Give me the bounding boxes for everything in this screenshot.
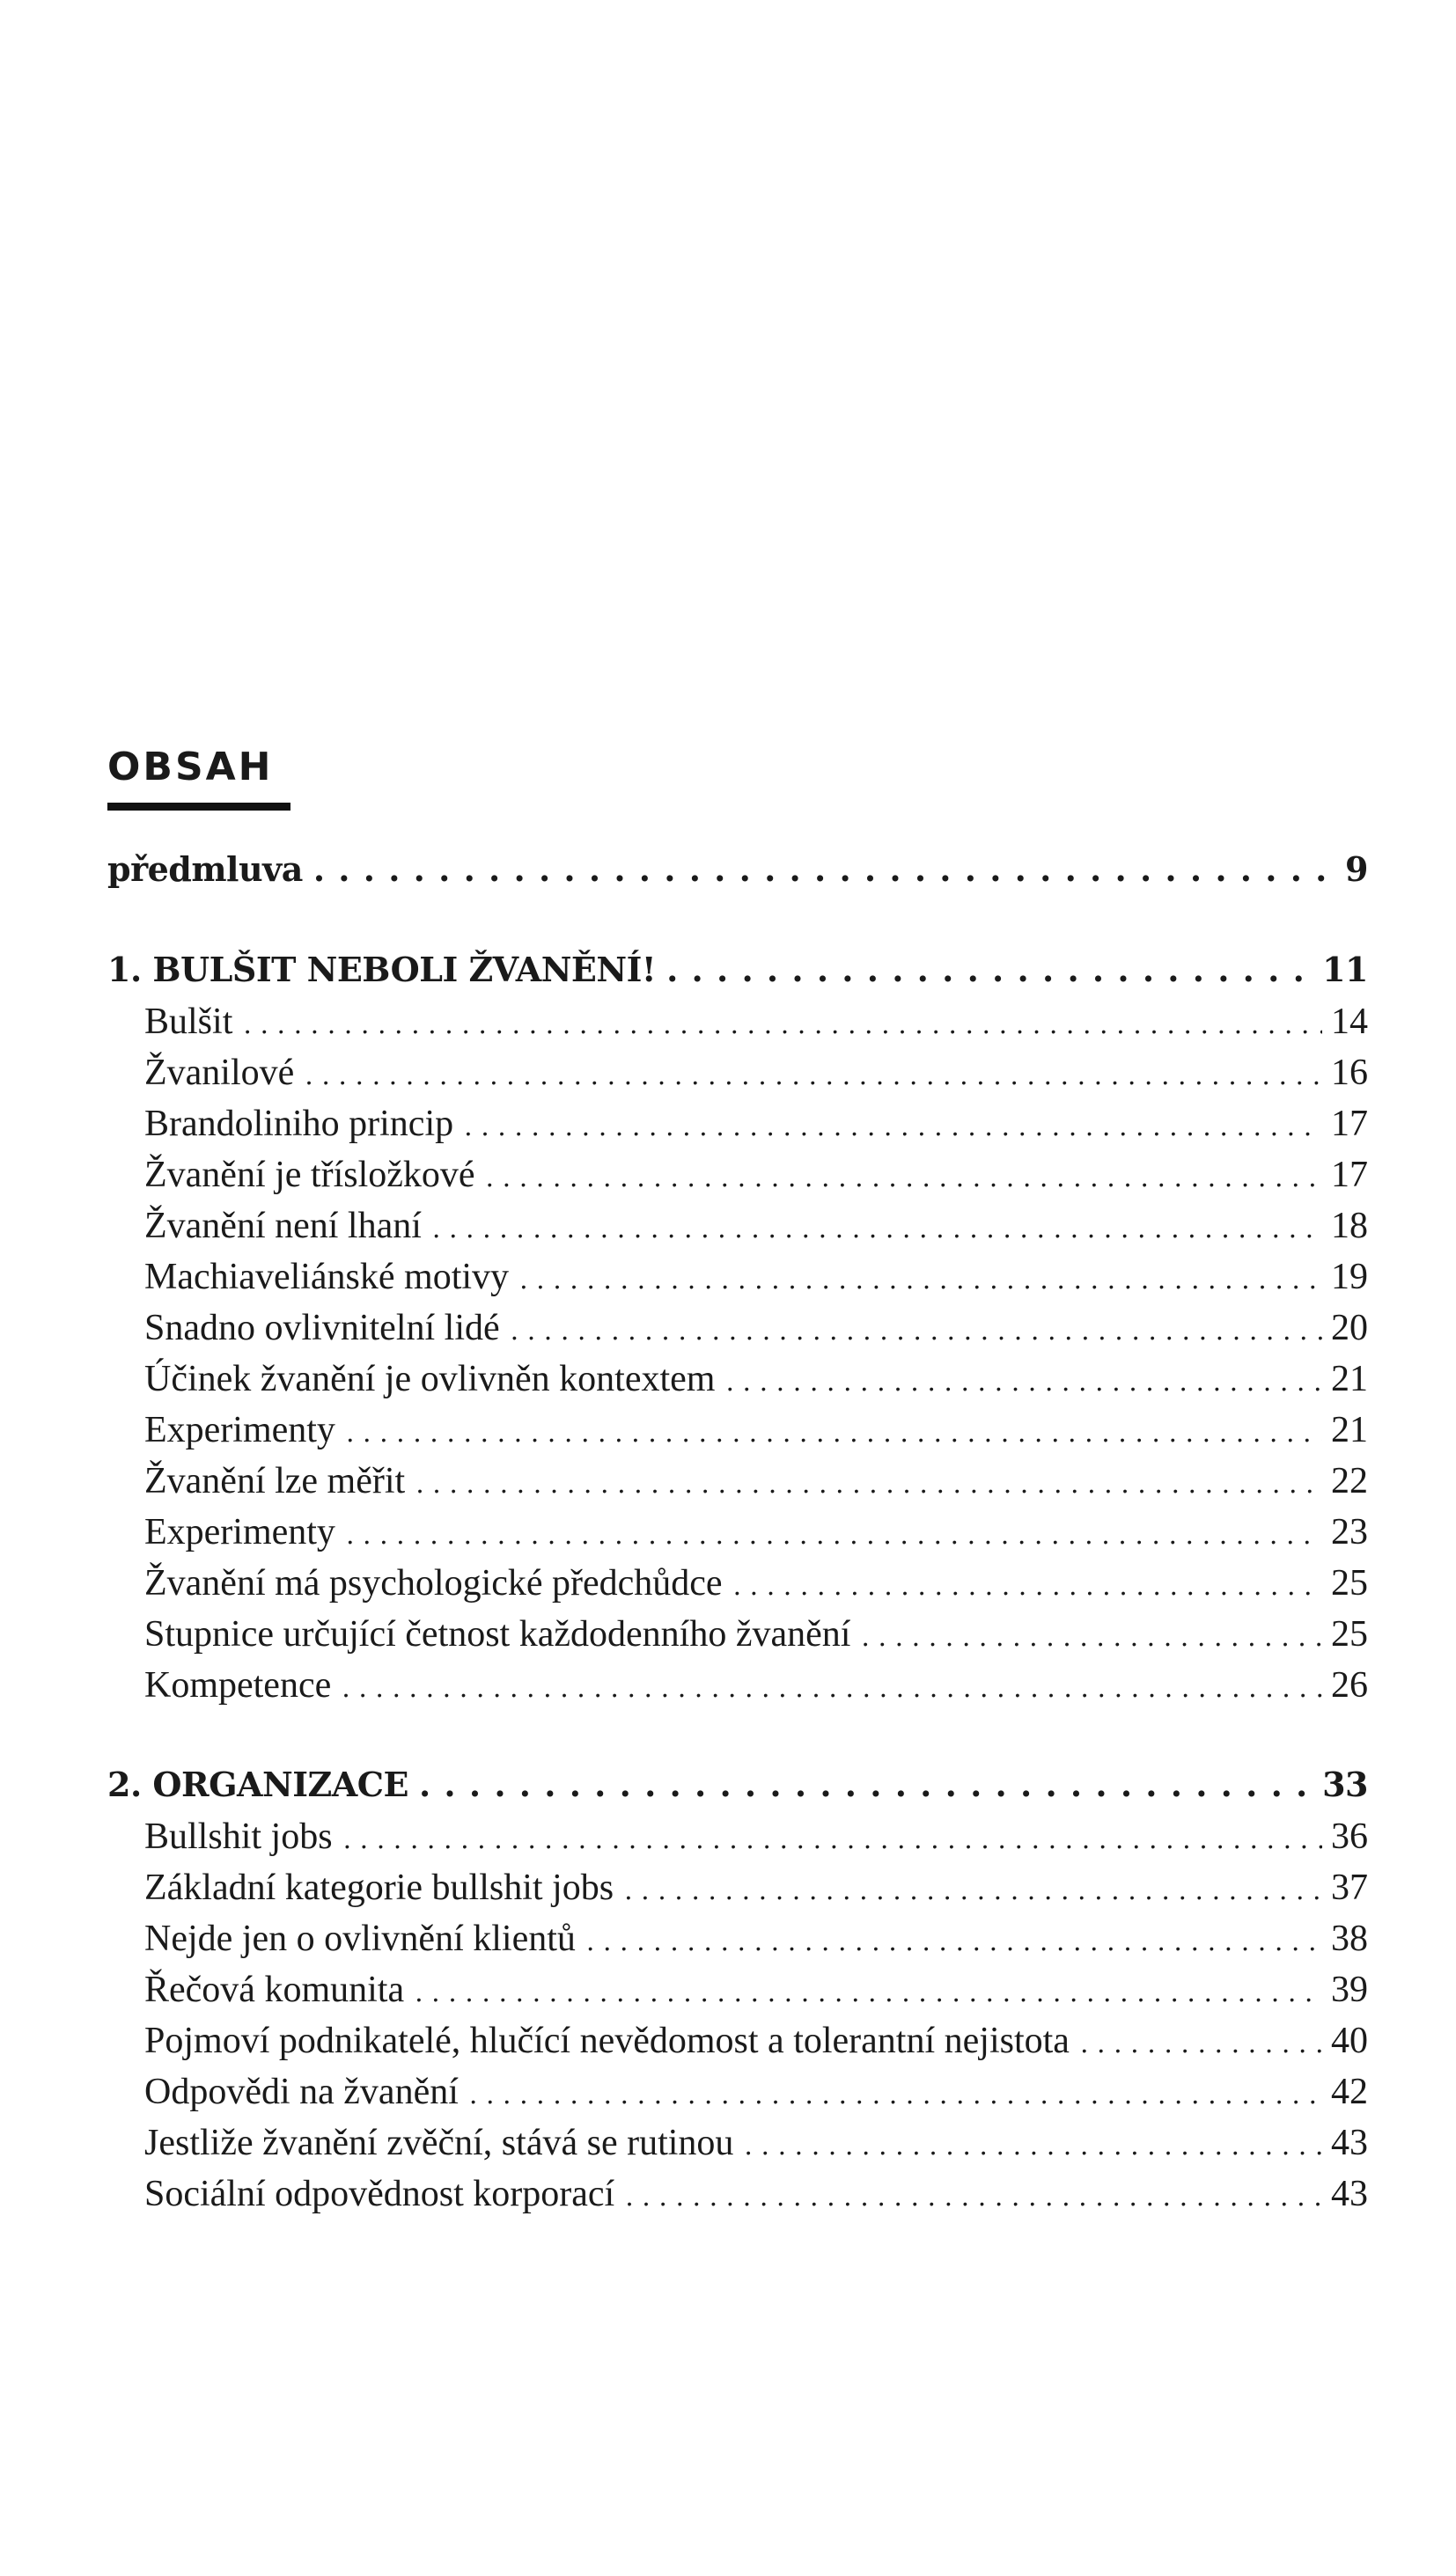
toc-entry[interactable] [107,1409,1368,1460]
heading-underline [107,803,290,811]
dot-leader [243,1009,1322,1040]
dot-leader [419,1765,1313,1804]
dot-leader [744,2131,1322,2161]
dot-leader [346,1418,1322,1449]
toc-entry-label: Bullshit jobs [144,1816,333,1857]
toc-entry-page: 21 [1331,1410,1368,1450]
toc-entry-page: 9 [1345,849,1368,889]
dot-leader [586,1926,1322,1957]
toc-entry[interactable] [107,1052,1368,1103]
dot-leader [469,2080,1322,2110]
dot-leader [625,2182,1322,2213]
toc-entry[interactable] [107,1103,1368,1154]
toc-chapter-label: 2. ORGANIZACE [107,1765,408,1804]
toc-entry-label: Žvanilové [144,1053,295,1093]
spacer [107,900,1368,950]
dot-leader [305,1060,1322,1091]
toc-entry-label: Machiaveliánské motivy [144,1257,510,1297]
toc-entry-page: 38 [1331,1919,1368,1959]
toc-entry[interactable] [107,1511,1368,1562]
toc-entry[interactable] [107,1001,1368,1052]
toc-entry-page: 22 [1331,1461,1368,1501]
toc-entry[interactable] [107,1867,1368,1918]
toc-entry-label: Experimenty [144,1410,335,1450]
toc-entry-page: 39 [1331,1970,1368,2010]
dot-leader [519,1265,1322,1295]
toc-entry-label: Žvanění je třísložkové [144,1155,475,1195]
toc-entry-page: 17 [1331,1155,1368,1195]
toc-entry[interactable] [107,2071,1368,2122]
toc-entry[interactable] [107,1969,1368,2020]
toc-chapter-2[interactable] [107,1765,1368,1816]
toc-entry-label: Odpovědi na žvanění [144,2072,459,2112]
dot-leader [415,1978,1322,2008]
dot-leader [415,1469,1322,1500]
toc-entry-page: 40 [1331,2021,1368,2061]
toc-entry-preface[interactable] [107,849,1368,900]
dot-leader [342,1673,1322,1704]
toc-entry[interactable] [107,1562,1368,1613]
toc-entry[interactable] [107,1256,1368,1307]
toc-entry[interactable] [107,1307,1368,1358]
toc-entry-label: Řečová komunita [144,1970,405,2010]
dot-leader [313,849,1336,889]
toc-entry[interactable] [107,1358,1368,1409]
toc-entry-page: 18 [1331,1206,1368,1246]
toc-entry-label: Žvanění není lhaní [144,1206,422,1246]
dot-leader [343,1824,1322,1855]
toc-entry[interactable] [107,2020,1368,2071]
toc-heading: OBSAH [107,745,274,789]
toc-entry-page: 36 [1331,1816,1368,1857]
toc-entry-label: Sociální odpovědnost korporací [144,2174,615,2214]
toc-entry-label: Brandoliniho princip [144,1104,454,1144]
toc-entry-page: 42 [1331,2072,1368,2112]
toc-entry-label: Žvanění má psychologické předchůdce [144,1563,723,1604]
toc-entry-page: 43 [1331,2123,1368,2163]
toc-entry-page: 21 [1331,1359,1368,1399]
toc-entry-page: 43 [1331,2174,1368,2214]
dot-leader [725,1367,1322,1398]
toc-chapter-page: 11 [1322,950,1368,989]
toc-entry[interactable] [107,2173,1368,2224]
toc-entry-label: Stupnice určující četnost každodenního žvanění [144,1614,851,1655]
dot-leader [346,1520,1322,1551]
toc-entry-label: předmluva [107,849,303,889]
toc-entry[interactable] [107,1613,1368,1664]
toc-entry-page: 23 [1331,1512,1368,1552]
toc-entry-label: Snadno ovlivnitelní lidé [144,1308,500,1348]
toc-entry-label: Kompetence [144,1665,332,1706]
toc-entry-label: Pojmoví podnikatelé, hlučící nevědomost a tolerantní nejistota [144,2021,1070,2061]
toc-entry[interactable] [107,1918,1368,1969]
toc-entry-label: Bulšit [144,1002,233,1042]
toc-entry[interactable] [107,1460,1368,1511]
toc-entry[interactable] [107,1664,1368,1715]
toc-entry[interactable] [107,1154,1368,1205]
dot-leader [624,1875,1322,1906]
toc-entry-page: 20 [1331,1308,1368,1348]
table-of-contents [107,849,1368,2224]
toc-entry-page: 37 [1331,1868,1368,1908]
toc-chapter-label: 1. BULŠIT NEBOLI ŽVANĚNÍ! [107,950,657,989]
toc-entry-page: 19 [1331,1257,1368,1297]
toc-entry[interactable] [107,1205,1368,1256]
spacer [107,1715,1368,1765]
toc-entry[interactable] [107,1816,1368,1867]
toc-entry-label: Experimenty [144,1512,335,1552]
toc-entry-page: 16 [1331,1053,1368,1093]
toc-entry-label: Nejde jen o ovlivnění klientů [144,1919,576,1959]
toc-entry-label: Žvanění lze měřit [144,1461,406,1501]
toc-entry-page: 26 [1331,1665,1368,1706]
dot-leader [861,1622,1322,1653]
dot-leader [511,1316,1322,1347]
dot-leader [1080,2029,1322,2059]
toc-entry-label: Základní kategorie bullshit jobs [144,1868,614,1908]
toc-entry-page: 17 [1331,1104,1368,1144]
toc-entry-page: 25 [1331,1614,1368,1655]
dot-leader [486,1163,1322,1193]
toc-entry-label: Jestliže žvanění zvěční, stává se rutinou [144,2123,734,2163]
dot-leader [666,950,1313,989]
toc-entry-page: 25 [1331,1563,1368,1604]
toc-entry-page: 14 [1331,1002,1368,1042]
toc-chapter-1[interactable] [107,950,1368,1001]
toc-entry-label: Účinek žvanění je ovlivněn kontextem [144,1359,716,1399]
dot-leader [464,1112,1322,1142]
dot-leader [733,1571,1322,1602]
toc-chapter-page: 33 [1322,1765,1368,1804]
toc-entry[interactable] [107,2122,1368,2173]
dot-leader [432,1214,1322,1244]
